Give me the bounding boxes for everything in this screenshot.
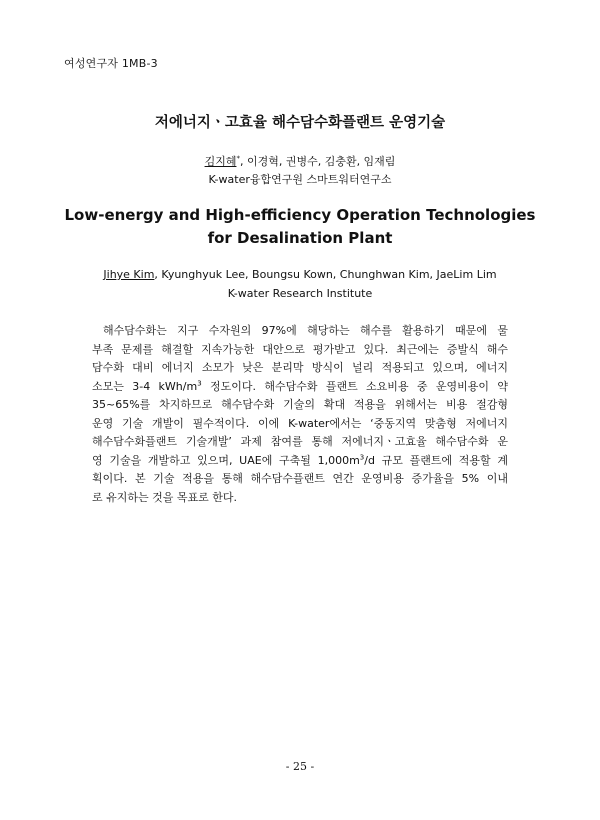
coauthors-korean: , 이경혁, 권병수, 김충환, 임재림 [239,155,396,168]
paper-title-english [0,204,600,250]
abstract-line: 해수담수화플랜트 기술개발’ 과제 참여를 통해 저에너지ㆍ고효율 해수담수화 운 [92,435,508,448]
page-number: - 25 - [285,760,315,773]
superscript-3: 3 [197,378,202,387]
paper-title-korean: 저에너지ㆍ고효율 해수담수화플랜트 운영기술 [154,115,446,131]
affiliation-english: K-water Research Institute [227,287,373,300]
session-code: 여성연구자 1MB-3 [64,57,158,70]
presenter-mark: * [236,154,240,163]
author-list-korean [0,153,600,169]
abstract-text: /d 규모 플랜트에 적용할 계 [364,453,508,467]
abstract-text: 영 기술을 개발하고 있으며, UAE에 구축될 1,000m [92,453,360,467]
abstract-line: 35~65%를 차지하므로 해수담수화 기술의 확대 적용을 위해서는 비용 절감형 [92,398,508,411]
paper-title-english-line-2: for Desalination Plant [207,229,393,247]
abstract-text: 정도이다. 해수담수화 플랜트 소요비용 중 운영비용이 약 [201,379,508,393]
abstract-body [92,322,508,507]
abstract-line [92,378,508,397]
abstract-line: 로 유지하는 것을 목표로 한다. [92,490,237,504]
author-list-english [0,268,600,281]
coauthors-english: , Kyunghyuk Lee, Boungsu Kown, Chunghwan Kim, JaeLim Lim [154,268,497,281]
abstract-line: 획이다. 본 기술 적용을 통해 해수담수플랜트 연간 운영비용 증가율을 5% 이내 [92,472,508,485]
presenting-author-korean: 김지혜 [204,155,237,168]
affiliation-korean: K-water융합연구원 스마트워터연구소 [208,173,392,186]
abstract-line: 담수화 대비 에너지 소모가 낮은 분리막 방식이 널리 적용되고 있으며, 에너지 [92,361,508,374]
abstract-text: 소모는 3-4 kWh/m [92,379,198,393]
abstract-line: 운영 기술 개발이 필수적이다. 이에 K-water에서는 ‘중동지역 맞춤형 저에너지 [92,416,508,430]
abstract-line: 해수담수화는 지구 수자원의 97%에 해당하는 해수를 활용하기 때문에 물 [103,324,508,337]
presenting-author-english: Jihye Kim [103,268,155,281]
abstract-line [92,452,508,471]
paper-title-english-line-1: Low-energy and High-efficiency Operation Technologies [64,206,536,224]
superscript-3: 3 [359,452,365,461]
abstract-line: 부족 문제를 해결할 지속가능한 대안으로 평가받고 있다. 최근에는 증발식 해수 [92,342,508,356]
